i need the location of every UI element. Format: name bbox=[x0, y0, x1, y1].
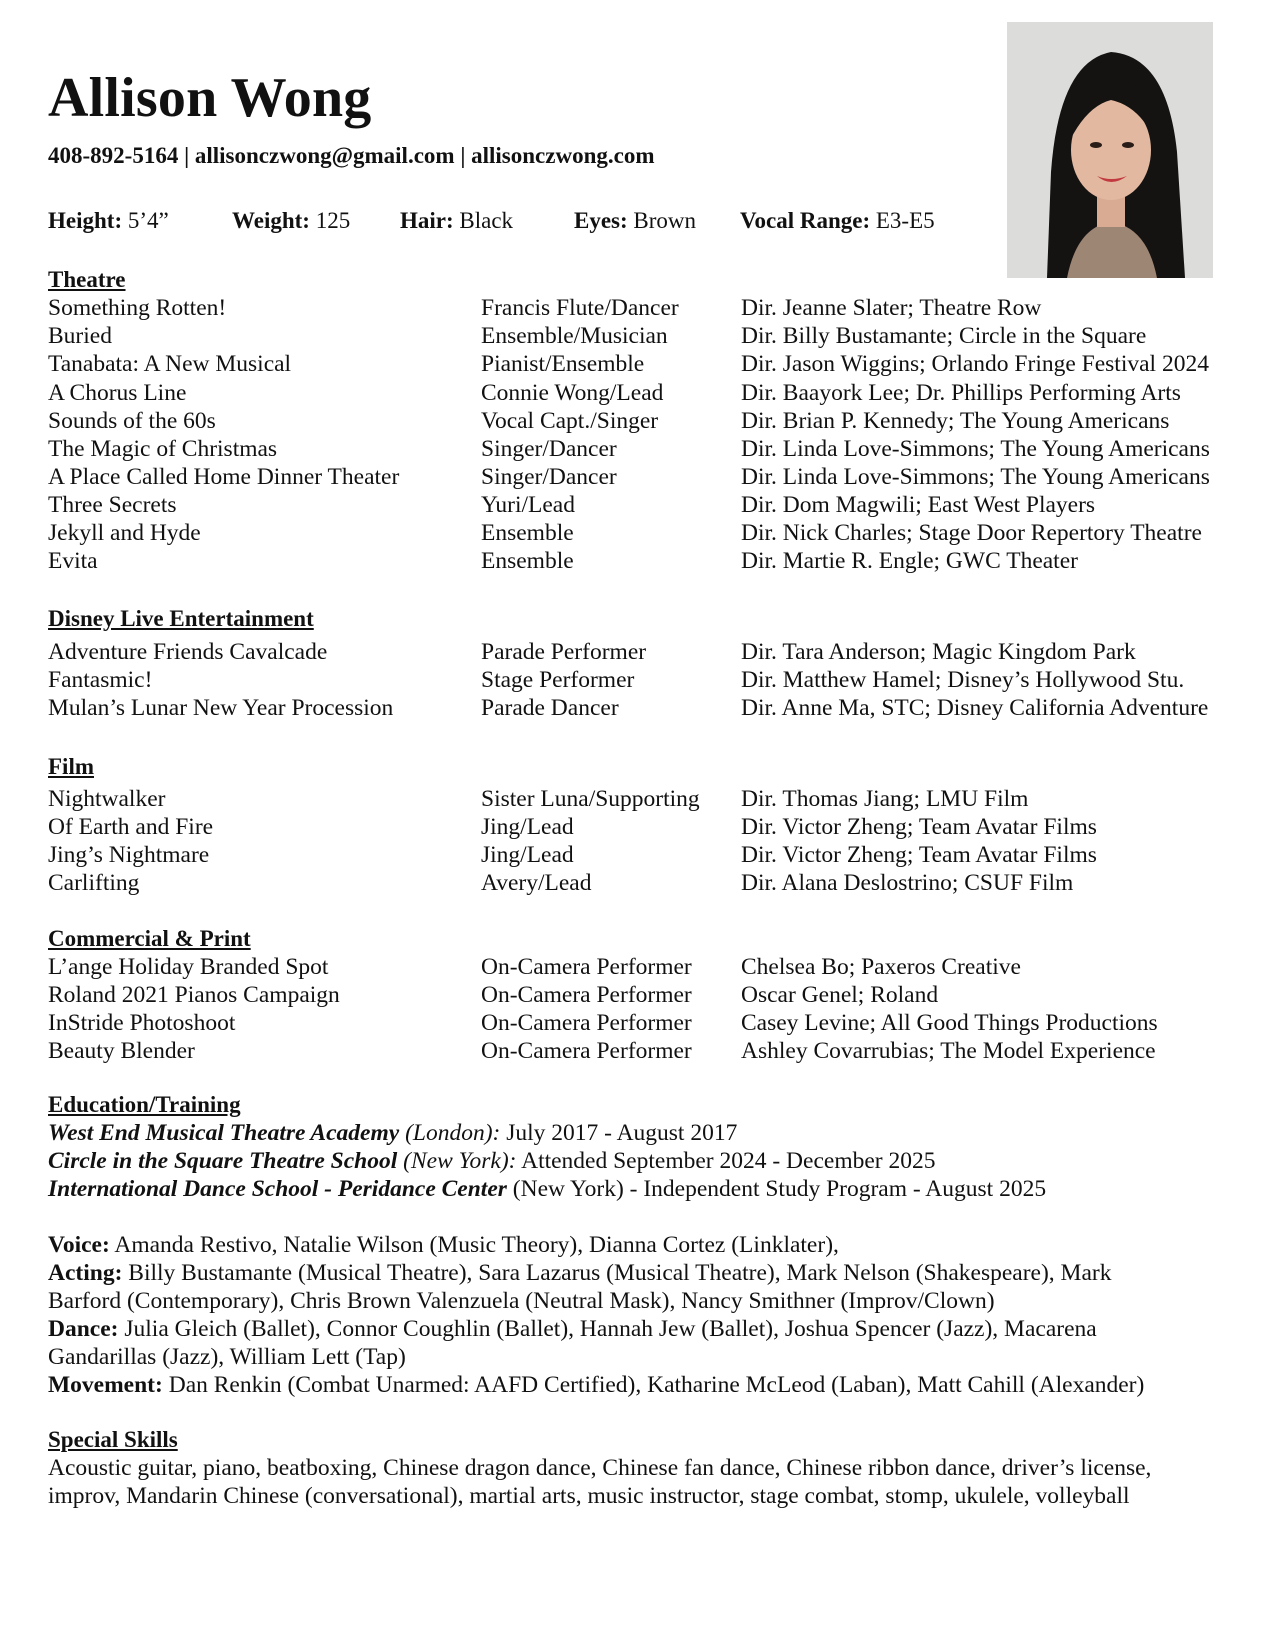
training-acting-cont: Barford (Contemporary), Chris Brown Valenzuela (Neutral Mask), Nancy Smithner (Improv/Clown) bbox=[48, 1288, 995, 1314]
table-row: Jing’s Nightmare Jing/Lead Dir. Victor Zheng; Team Avatar Films bbox=[48, 842, 1097, 868]
table-row: Roland 2021 Pianos Campaign On-Camera Performer Oscar Genel; Roland bbox=[48, 982, 939, 1008]
applicant-name: Allison Wong bbox=[48, 67, 372, 129]
table-row: InStride Photoshoot On-Camera Performer Casey Levine; All Good Things Productions bbox=[48, 1010, 1158, 1036]
table-row: Mulan’s Lunar New Year Procession Parade Dancer Dir. Anne Ma, STC; Disney California Adventure bbox=[48, 695, 1209, 721]
table-row: Tanabata: A New Musical Pianist/Ensemble Dir. Jason Wiggins; Orlando Fringe Festival 2024 bbox=[48, 351, 1209, 377]
headshot-photo bbox=[1007, 22, 1213, 278]
headshot-illustration bbox=[1007, 22, 1213, 278]
table-row: L’ange Holiday Branded Spot On-Camera Performer Chelsea Bo; Paxeros Creative bbox=[48, 954, 1021, 980]
section-title-disney: Disney Live Entertainment bbox=[48, 606, 314, 631]
section-title-commercial: Commercial & Print bbox=[48, 926, 251, 951]
stat-hair: Hair: Black bbox=[400, 208, 514, 233]
training-dance-cont: Gandarillas (Jazz), William Lett (Tap) bbox=[48, 1344, 406, 1370]
training-movement: Movement: Dan Renkin (Combat Unarmed: AAFD Certified), Katharine McLeod (Laban), Matt Cahill (Alexander) bbox=[48, 1372, 1145, 1398]
table-row: Evita Ensemble Dir. Martie R. Engle; GWC Theater bbox=[48, 548, 1078, 574]
table-row: Fantasmic! Stage Performer Dir. Matthew Hamel; Disney’s Hollywood Stu. bbox=[48, 667, 1185, 693]
section-title-education: Education/Training bbox=[48, 1092, 241, 1117]
table-row: Nightwalker Sister Luna/Supporting Dir. Thomas Jiang; LMU Film bbox=[48, 786, 1029, 812]
table-row: Something Rotten! Francis Flute/Dancer Dir. Jeanne Slater; Theatre Row bbox=[48, 295, 1042, 321]
stat-height: Height: 5’4” bbox=[48, 208, 169, 233]
section-title-skills: Special Skills bbox=[48, 1427, 178, 1452]
education-entry: West End Musical Theatre Academy (London): July 2017 - August 2017 bbox=[48, 1120, 738, 1146]
table-row: Of Earth and Fire Jing/Lead Dir. Victor Zheng; Team Avatar Films bbox=[48, 814, 1097, 840]
contact-line: 408-892-5164 | allisonczwong@gmail.com | allisonczwong.com bbox=[48, 143, 655, 168]
table-row: Sounds of the 60s Vocal Capt./Singer Dir. Brian P. Kennedy; The Young Americans bbox=[48, 408, 1170, 434]
stat-weight: Weight: 125 bbox=[232, 208, 351, 233]
table-row: The Magic of Christmas Singer/Dancer Dir. Linda Love-Simmons; The Young Americans bbox=[48, 436, 1210, 462]
training-voice: Voice: Amanda Restivo, Natalie Wilson (Music Theory), Dianna Cortez (Linklater), bbox=[48, 1232, 839, 1258]
table-row: A Chorus Line Connie Wong/Lead Dir. Baayork Lee; Dr. Phillips Performing Arts bbox=[48, 380, 1181, 406]
table-row: Jekyll and Hyde Ensemble Dir. Nick Charles; Stage Door Repertory Theatre bbox=[48, 520, 1202, 546]
education-entry: Circle in the Square Theatre School (New York): Attended September 2024 - December 2025 bbox=[48, 1148, 936, 1174]
skills-line: Acoustic guitar, piano, beatboxing, Chinese dragon dance, Chinese fan dance, Chinese ribbon dance, driver’s license, bbox=[48, 1455, 1152, 1481]
training-dance: Dance: Julia Gleich (Ballet), Connor Coughlin (Ballet), Hannah Jew (Ballet), Joshua Spencer (Jazz), Macarena bbox=[48, 1316, 1097, 1342]
education-entry: International Dance School - Peridance Center (New York) - Independent Study Program - August 2025 bbox=[48, 1176, 1047, 1202]
table-row: Beauty Blender On-Camera Performer Ashley Covarrubias; The Model Experience bbox=[48, 1038, 1156, 1064]
stat-eyes: Eyes: Brown bbox=[574, 208, 697, 233]
table-row: Buried Ensemble/Musician Dir. Billy Bustamante; Circle in the Square bbox=[48, 323, 1147, 349]
table-row: Carlifting Avery/Lead Dir. Alana Deslostrino; CSUF Film bbox=[48, 870, 1074, 896]
skills-line: improv, Mandarin Chinese (conversational), martial arts, music instructor, stage combat, stomp, ukulele, volleyball bbox=[48, 1483, 1130, 1509]
table-row: Adventure Friends Cavalcade Parade Performer Dir. Tara Anderson; Magic Kingdom Park bbox=[48, 639, 1136, 665]
section-title-film: Film bbox=[48, 754, 94, 779]
stat-vocal-range: Vocal Range: E3-E5 bbox=[740, 208, 935, 233]
training-acting: Acting: Billy Bustamante (Musical Theatre), Sara Lazarus (Musical Theatre), Mark Nelson (Shakespeare), Mark bbox=[48, 1260, 1112, 1286]
section-title-theatre: Theatre bbox=[48, 267, 126, 292]
table-row: Three Secrets Yuri/Lead Dir. Dom Magwili; East West Players bbox=[48, 492, 1096, 518]
table-row: A Place Called Home Dinner Theater Singer/Dancer Dir. Linda Love-Simmons; The Young Americans bbox=[48, 464, 1210, 490]
